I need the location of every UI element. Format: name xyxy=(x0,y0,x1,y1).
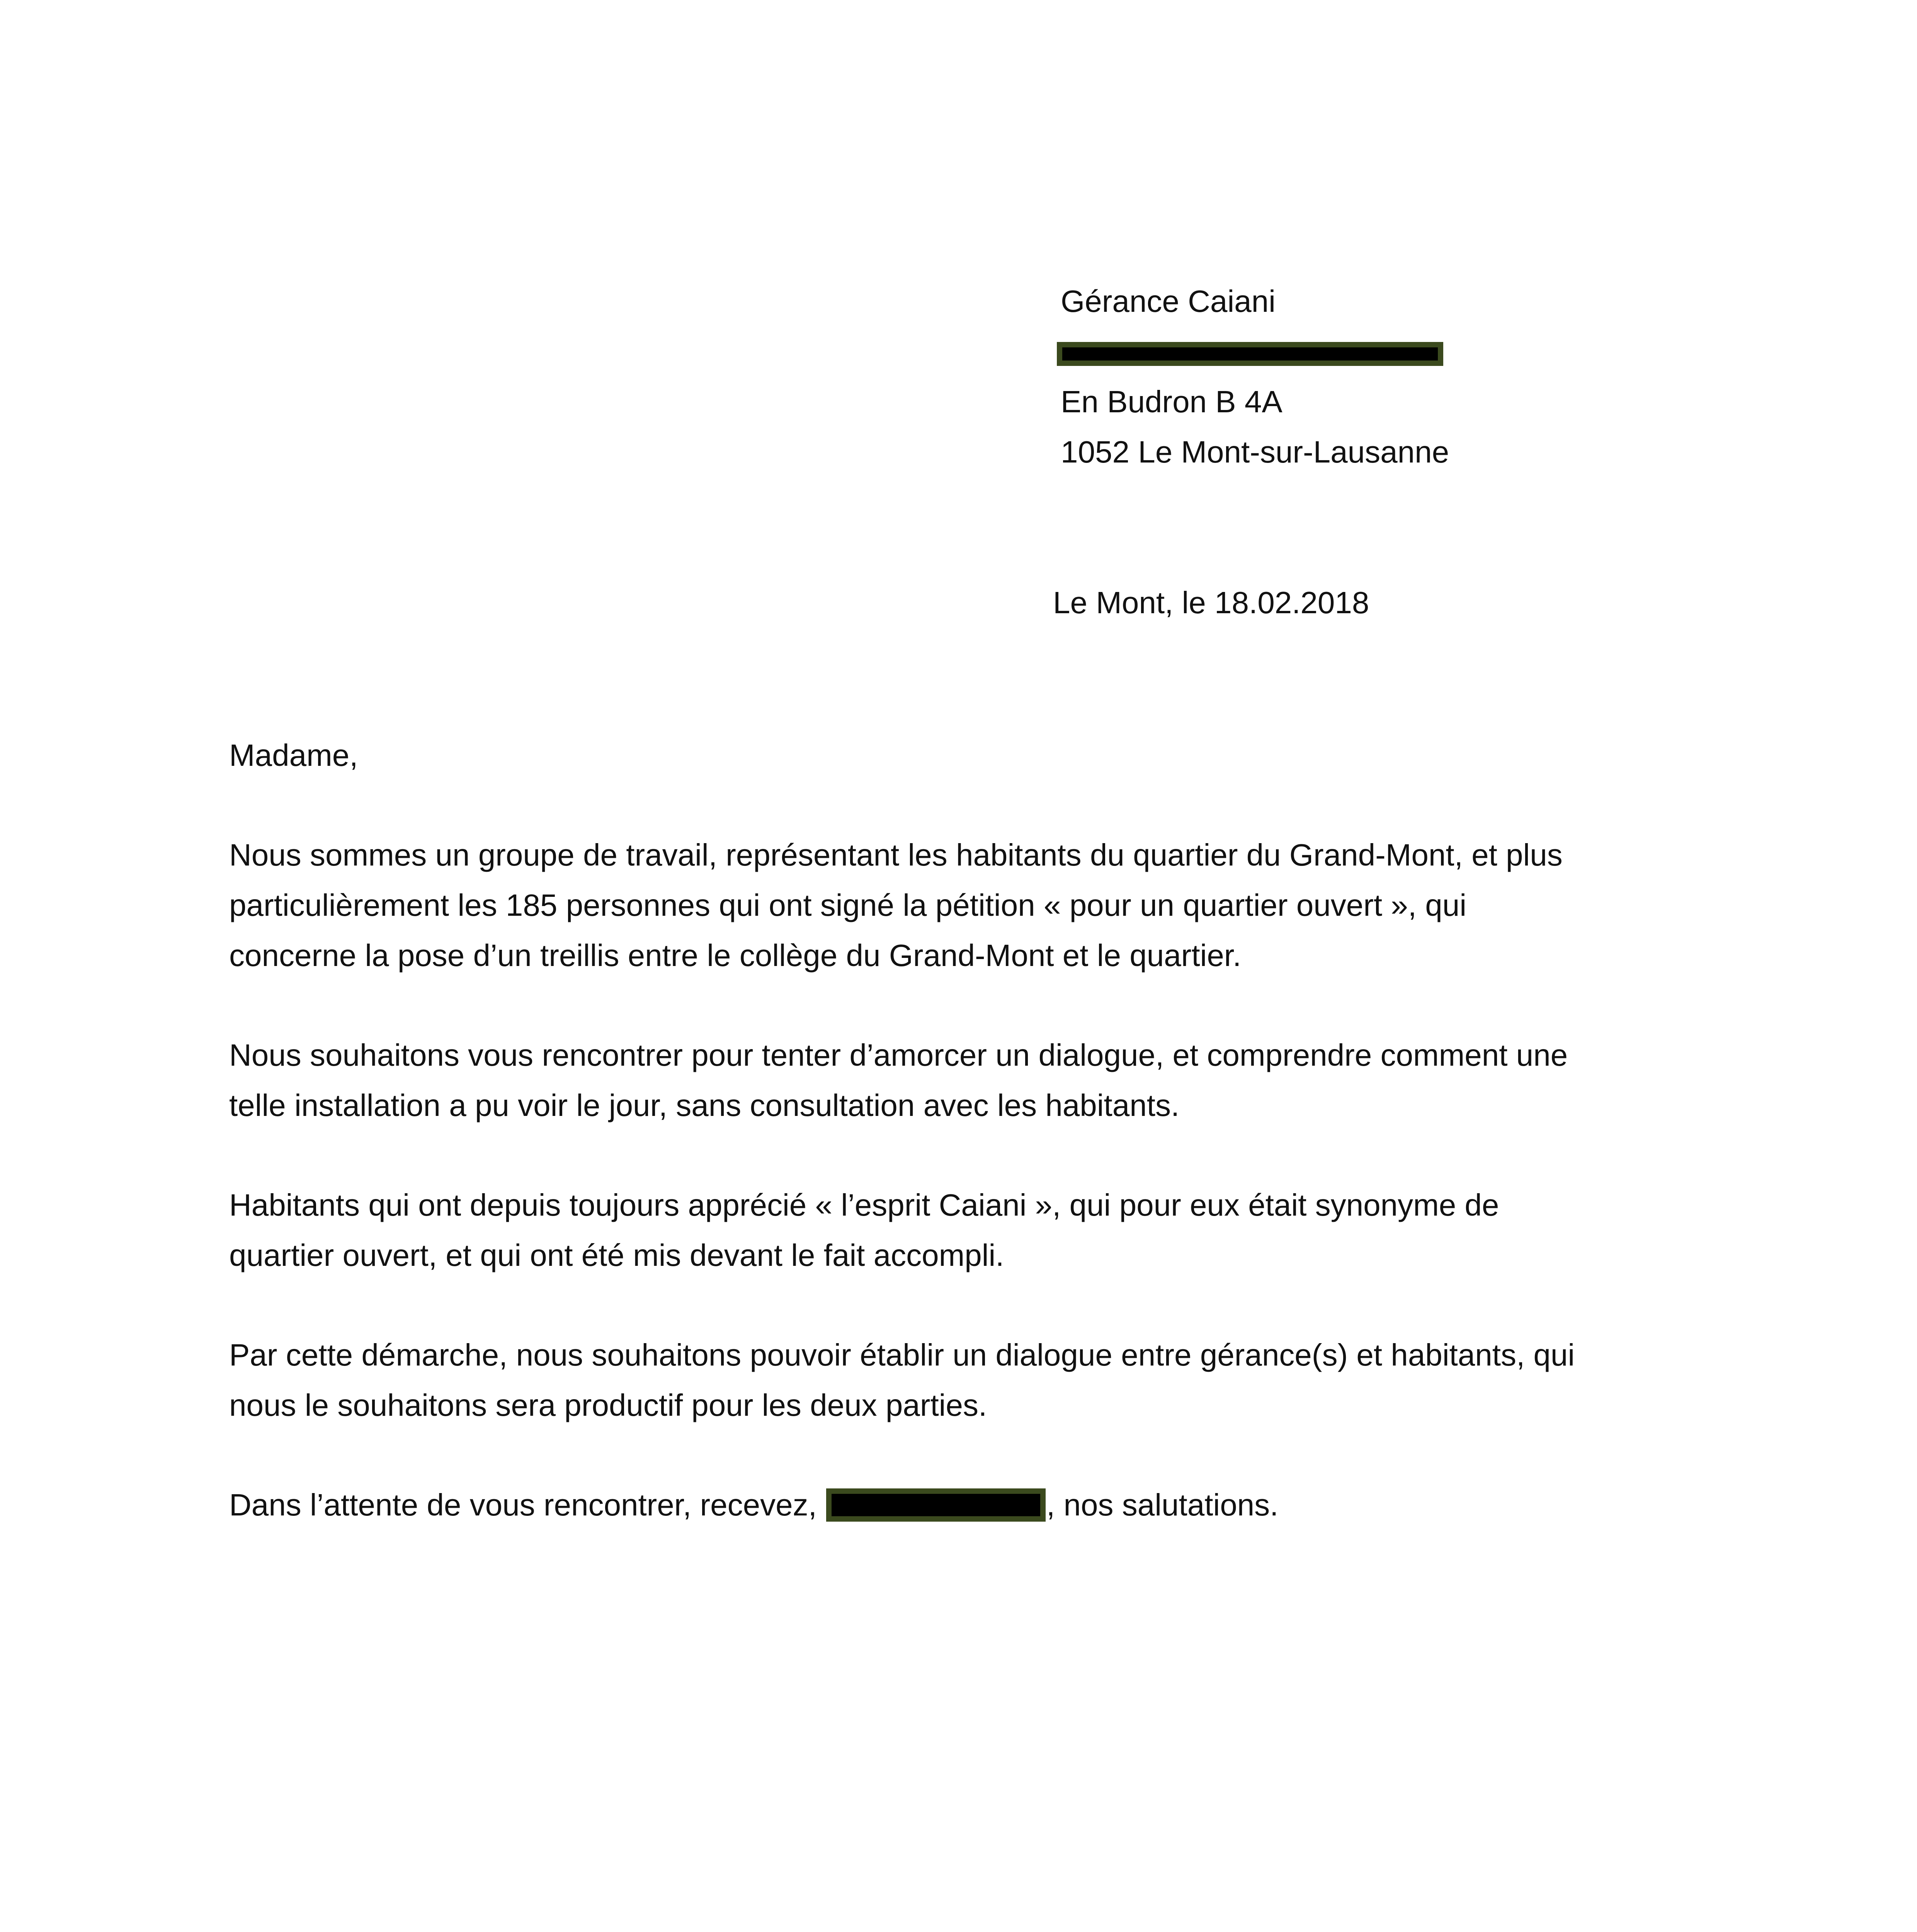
paragraph-line: Nous sommes un groupe de travail, représentant les habitants du quartier du Grand-Mont, et plus xyxy=(229,838,1563,872)
recipient-city: 1052 Le Mont-sur-Lausanne xyxy=(1061,435,1449,469)
letter-body xyxy=(229,730,1698,1580)
paragraph xyxy=(229,1030,1698,1131)
recipient-address-block xyxy=(1061,276,1602,477)
paragraph-line: concerne la pose d’un treillis entre le collège du Grand-Mont et le quartier. xyxy=(229,938,1242,973)
paragraph xyxy=(229,1180,1698,1281)
recipient-contact-line xyxy=(1061,327,1602,377)
redaction-bar xyxy=(1057,342,1443,366)
recipient-name: Gérance Caiani xyxy=(1061,284,1276,318)
salutation: Madame, xyxy=(229,738,358,772)
paragraph-line: telle installation a pu voir le jour, sans consultation avec les habitants. xyxy=(229,1088,1180,1122)
paragraph-line: particulièrement les 185 personnes qui ont signé la pétition « pour un quartier ouvert », qui xyxy=(229,888,1466,922)
paragraph-line: quartier ouvert, et qui ont été mis devant le fait accompli. xyxy=(229,1238,1004,1272)
paragraph xyxy=(229,830,1698,981)
redaction-bar xyxy=(826,1488,1046,1522)
paragraph-line: Par cette démarche, nous souhaitons pouvoir établir un dialogue entre gérance(s) et habitants, qui xyxy=(229,1338,1575,1372)
closing-line xyxy=(229,1480,1698,1530)
closing-text-start: Dans l’attente de vous rencontrer, recevez, xyxy=(229,1488,826,1522)
letter-date: Le Mont, le 18.02.2018 xyxy=(1053,585,1369,620)
recipient-street: En Budron B 4A xyxy=(1061,384,1283,419)
paragraph-line: nous le souhaitons sera productif pour les deux parties. xyxy=(229,1388,987,1422)
closing-text-end: , nos salutations. xyxy=(1046,1488,1279,1522)
paragraph-line: Habitants qui ont depuis toujours apprécié « l’esprit Caiani », qui pour eux était synonyme de xyxy=(229,1188,1499,1222)
paragraph-line: Nous souhaitons vous rencontrer pour tenter d’amorcer un dialogue, et comprendre comment une xyxy=(229,1038,1568,1072)
paragraph xyxy=(229,1330,1698,1430)
